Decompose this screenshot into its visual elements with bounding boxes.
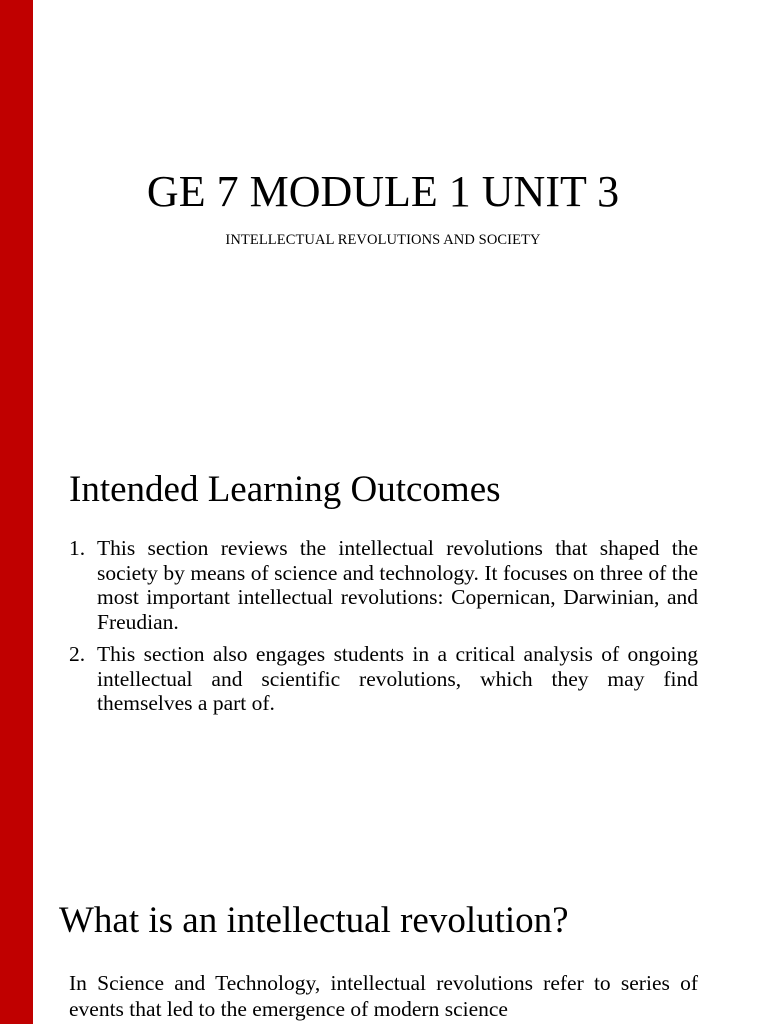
red-accent-bar bbox=[0, 0, 33, 1024]
outcome-text: This section reviews the intellectual revolutions that shaped the society by means of science and technology. It focuses on three of the most important intellectual revolutions: Copernican, Darwinian, and Freudian. bbox=[97, 536, 698, 634]
learning-outcomes-list bbox=[69, 536, 698, 724]
outcome-number: 2. bbox=[69, 642, 86, 666]
title-slide bbox=[33, 0, 768, 440]
definition-heading: What is an intellectual revolution? bbox=[59, 900, 569, 941]
learning-outcomes-heading: Intended Learning Outcomes bbox=[69, 469, 501, 510]
definition-body: In Science and Technology, intellectual revolutions refer to series of events that led to the emergence of modern science bbox=[69, 971, 698, 1021]
outcome-number: 1. bbox=[69, 536, 86, 560]
slide-title: GE 7 MODULE 1 UNIT 3 bbox=[146, 167, 620, 216]
outcome-item-2 bbox=[69, 642, 698, 716]
outcome-item-1 bbox=[69, 536, 698, 634]
slide-subtitle: INTELLECTUAL REVOLUTIONS AND SOCIETY bbox=[225, 232, 541, 248]
outcome-text: This section also engages students in a critical analysis of ongoing intellectual and scientific revolutions, which they may find themselves a part of. bbox=[97, 642, 698, 715]
